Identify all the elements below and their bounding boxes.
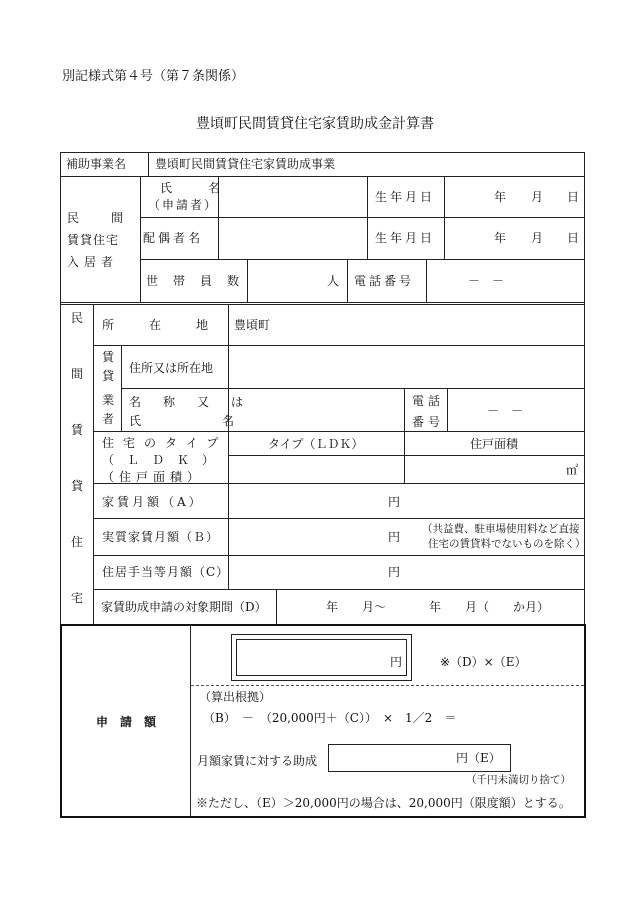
period-to-month: 月（ (465, 600, 490, 614)
phone-label: 電話番号 (354, 274, 415, 288)
applicant-name-label: 氏 名 (160, 181, 225, 195)
spouse-name-field[interactable] (219, 218, 366, 258)
housing-type-field[interactable] (229, 456, 403, 482)
type-column-header: タイプ（ＬＤＫ） (268, 437, 364, 451)
household-count-label: 世帯員数 (146, 274, 255, 288)
housing-type-label: （住戸面積） (102, 470, 205, 484)
applicant-name-sublabel: （申請者） (148, 198, 219, 212)
period-months: か月） (513, 600, 550, 614)
period-to-year: 年 (429, 600, 442, 614)
location-label: 所在地 (102, 318, 244, 332)
landlord-name-field[interactable] (229, 389, 403, 430)
period-from-month: 月～ (362, 600, 387, 614)
landlord-phone-label: 番号 (412, 415, 445, 429)
calculation-basis-label: （算出根拠） (199, 690, 272, 704)
monthly-subsidy-unit: 円（E） (456, 751, 501, 765)
rounding-note: （千円未満切り捨て） (466, 774, 571, 786)
location-value[interactable]: 豊頃町 (234, 318, 271, 332)
spouse-birth-month-label: 月 (531, 231, 544, 245)
landlord-vertical-label: 賃 貸 業 者 (101, 350, 114, 426)
resident-section-label: 民 間 (67, 211, 134, 225)
period-label: 家賃助成申請の対象期間（D） (101, 600, 267, 614)
monthly-rent-yen[interactable]: 円 (388, 495, 401, 509)
landlord-phone-field[interactable]: － － (487, 404, 524, 418)
spouse-birth-day-label: 日 (567, 231, 580, 245)
birth-date-label: 生年月日 (375, 190, 436, 204)
real-rent-note: （共益費、駐車場使用料など直接 (422, 523, 580, 535)
period-from-year: 年 (326, 600, 339, 614)
applicant-name-field[interactable] (219, 177, 366, 217)
rental-vertical-label: 民 間 賃 貸 住 宅 (70, 311, 83, 605)
housing-type-label: 住宅のタイプ (102, 436, 228, 450)
limit-note: ※ただし、（E）＞20,000円の場合は、20,000円（限度額）とする。 (196, 796, 571, 810)
birth-month-label: 月 (531, 190, 544, 204)
page-title: 豊頃町民間賃貸住宅家賃助成金計算書 (196, 116, 434, 132)
spouse-birth-date-label: 生年月日 (375, 231, 436, 245)
landlord-name-label: 氏 名 (129, 414, 254, 428)
resident-section-label: 入居者 (67, 255, 119, 269)
landlord-phone-label: 電話 (412, 394, 445, 408)
housing-allowance-label: 住居手当等月額（C） (102, 565, 230, 579)
real-rent-yen[interactable]: 円 (388, 530, 401, 544)
monthly-rent-label: 家賃月額（A） (102, 495, 204, 509)
birth-year-label: 年 (494, 190, 507, 204)
household-unit: 人 (327, 274, 340, 288)
application-amount-label: 申請額 (96, 715, 169, 729)
monthly-subsidy-label: 月額家賃に対する助成 (197, 754, 318, 768)
landlord-address-label: 住所又は所在地 (129, 361, 214, 375)
spouse-name-label: 配偶者名 (143, 231, 204, 245)
application-amount-yen: 円 (390, 655, 403, 669)
birth-day-label: 日 (567, 190, 580, 204)
landlord-name-label: 名称又は (129, 395, 266, 409)
formula-note: ※（D）×（E） (440, 655, 527, 669)
area-column-header: 住戸面積 (470, 437, 519, 451)
landlord-address-field[interactable] (229, 346, 584, 387)
real-rent-label: 実質家賃月額（Ｂ） (102, 530, 220, 544)
housing-type-label: （ＬＤＫ） (102, 453, 228, 467)
housing-allowance-yen[interactable]: 円 (388, 565, 401, 579)
business-value: 豊頃町民間賃貸住宅家賃助成事業 (155, 157, 336, 171)
resident-section-label: 賃貸住宅 (67, 233, 120, 247)
form-number: 別記様式第４号（第７条関係） (62, 69, 245, 84)
real-rent-note: 住宅の賃貸料でないものを除く） (428, 538, 586, 550)
calculation-formula: （B） － （20,000円＋（C）） × 1／2 ＝ (203, 711, 457, 725)
application-amount-field[interactable] (236, 639, 407, 676)
phone-field[interactable]: － － (468, 274, 505, 288)
spouse-birth-year-label: 年 (494, 231, 507, 245)
area-unit: ㎡ (566, 463, 579, 477)
business-label: 補助事業名 (66, 157, 127, 171)
